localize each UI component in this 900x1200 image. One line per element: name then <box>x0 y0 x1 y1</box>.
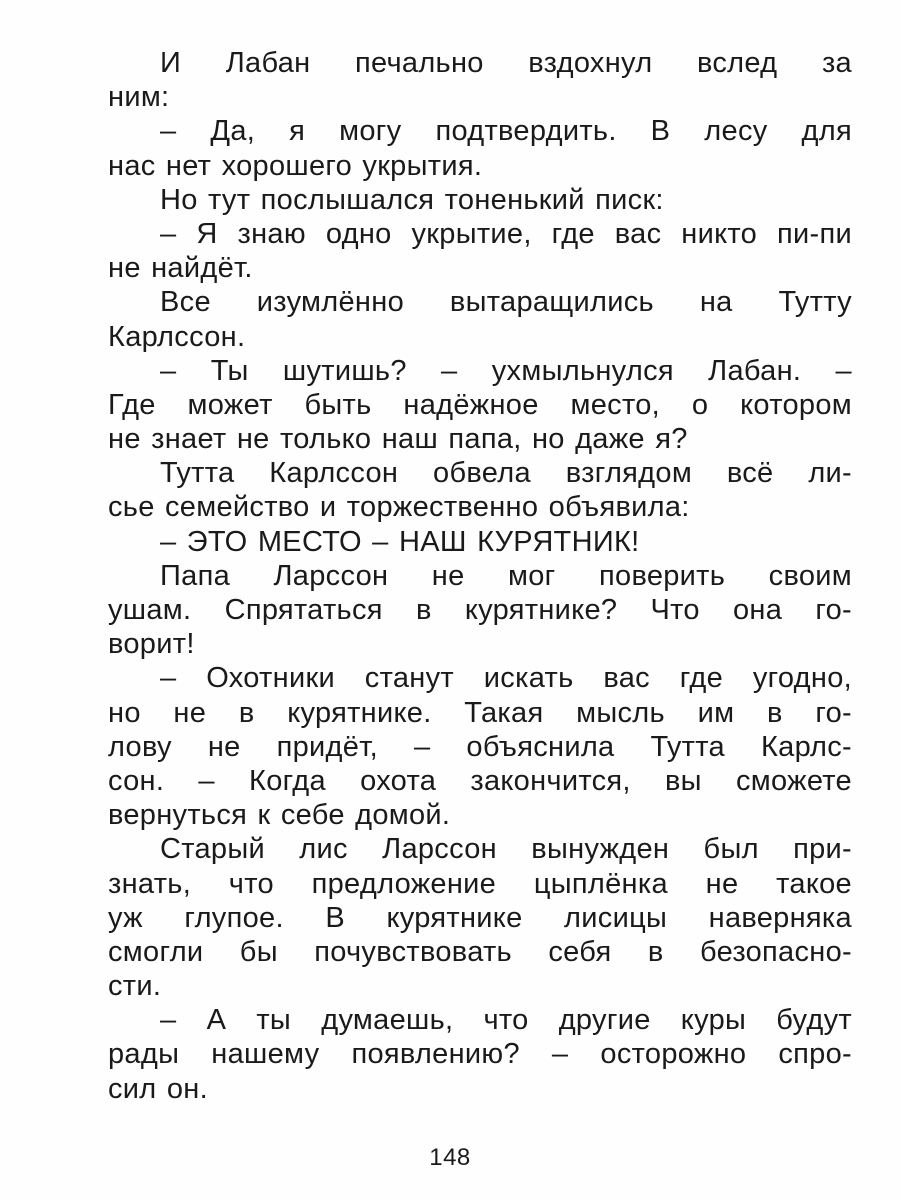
text-line: Где может быть надёжное место, о котором <box>108 388 852 421</box>
text-line: Карлссон. <box>108 320 246 353</box>
body-text <box>108 46 852 1106</box>
text-line: уж глупое. В курятнике лисицы наверняка <box>108 901 852 934</box>
text-line: ним: <box>108 81 170 114</box>
text-line: не знает не только наш папа, но даже я? <box>108 423 688 456</box>
text-line: – Да, я могу подтвердить. В лесу для <box>160 115 852 148</box>
text-line: смогли бы почувствовать себя в безопасно- <box>108 935 852 968</box>
text-line: лову не придёт, – объяснила Тутта Карлс- <box>108 730 852 763</box>
text-line: – Охотники станут искать вас где угодно, <box>160 662 852 695</box>
text-line: И Лабан печально вздохнул вслед за <box>160 47 852 79</box>
text-line: сти. <box>108 970 162 1003</box>
text-line: вернуться к себе домой. <box>108 799 451 832</box>
text-line: Все изумлённо вытаращились на Тутту <box>160 286 852 319</box>
text-line: Папа Ларссон не мог поверить своим <box>160 559 852 592</box>
page-number: 148 <box>429 1144 471 1171</box>
text-line: не найдёт. <box>108 252 253 285</box>
text-line: сил он. <box>108 1072 208 1105</box>
text-line: – Ты шутишь? – ухмыльнулся Лабан. – <box>160 354 852 387</box>
text-line: Но тут послышался тоненький писк: <box>160 183 664 216</box>
text-line: сон. – Когда охота закончится, вы сможете <box>108 764 852 797</box>
text-line: – ЭТО МЕСТО – НАШ КУРЯТНИК! <box>160 525 640 558</box>
text-line: Тутта Карлссон обвела взглядом всё ли- <box>160 457 852 490</box>
text-line: – А ты думаешь, что другие куры будут <box>160 1004 852 1037</box>
text-line: ушам. Спрятаться в курятнике? Что она го- <box>108 594 852 626</box>
text-line: – Я знаю одно укрытие, где вас никто пи-пи <box>160 217 852 250</box>
text-line: Старый лис Ларссон вынужден был при- <box>160 833 852 866</box>
text-line: ворит! <box>108 628 195 661</box>
text-line: нас нет хорошего укрытия. <box>108 149 483 182</box>
text-line: знать, что предложение цыплёнка не такое <box>108 867 852 900</box>
text-line: но не в курятнике. Такая мысль им в го- <box>108 696 852 729</box>
text-line: рады нашему появлению? – осторожно спро- <box>108 1038 852 1071</box>
text-line: сье семейство и торжественно объявила: <box>108 491 690 524</box>
